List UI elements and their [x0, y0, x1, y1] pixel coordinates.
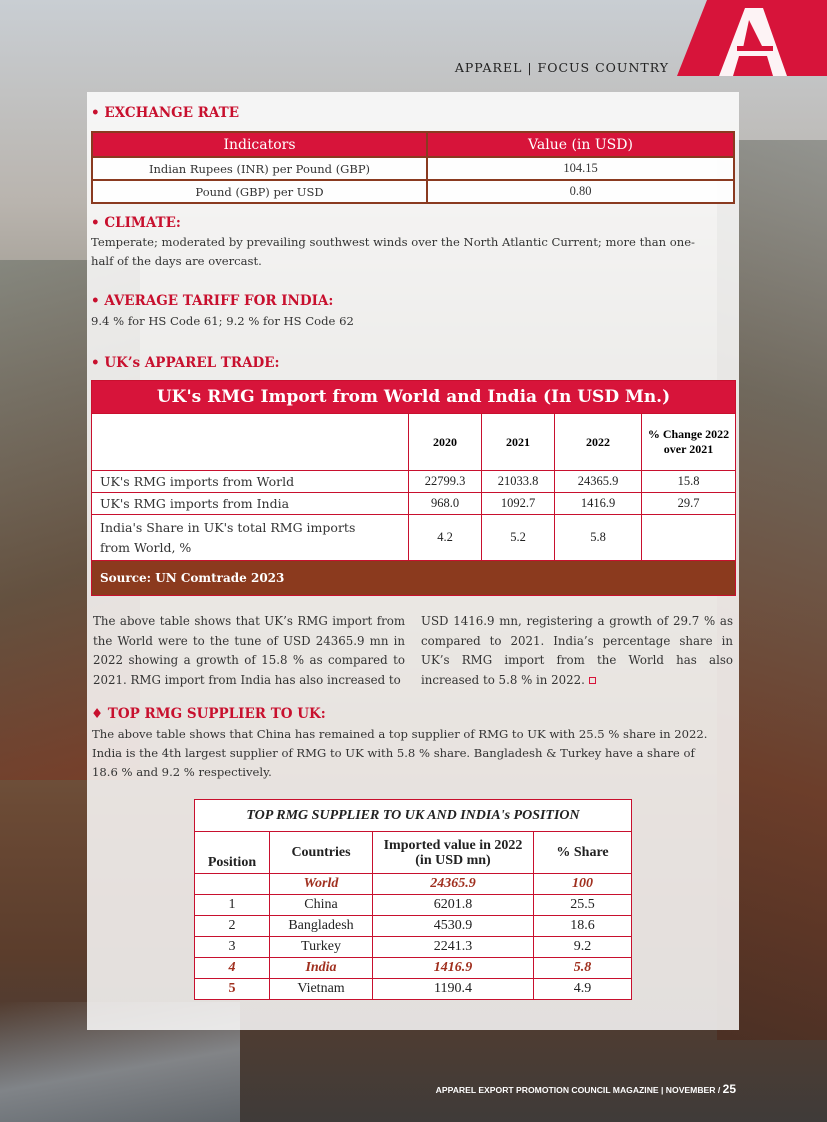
tariff-text: 9.4 % for HS Code 61; 9.2 % for HS Code 62: [91, 314, 354, 328]
exchange-rate-table: [91, 131, 735, 204]
supplier-col-position: Position: [195, 832, 270, 874]
analysis-col1: The above table shows that UK’s RMG import from the World were to the tune of USD 24365.9 mn in 2022 showing a growth of 15.8 % as compared to 2021. RMG import from India has also increased to: [93, 614, 405, 687]
exchange-value: 0.80: [427, 180, 734, 203]
rmg-cell: [642, 515, 736, 561]
supplier-value: 2241.3: [373, 937, 534, 958]
supplier-country: Bangladesh: [270, 916, 373, 937]
exchange-indicator: Indian Rupees (INR) per Pound (GBP): [92, 157, 427, 180]
supplier-share: 9.2: [534, 937, 632, 958]
rmg-cell: 29.7: [642, 493, 736, 515]
rmg-cell: 968.0: [409, 493, 482, 515]
table-row: [92, 515, 736, 561]
exchange-indicator: Pound (GBP) per USD: [92, 180, 427, 203]
rmg-col-2021: 2021: [482, 414, 555, 471]
supplier-position: 5: [195, 979, 270, 1000]
supplier-country: Vietnam: [270, 979, 373, 1000]
top-supplier-heading: ♦ TOP RMG SUPPLIER TO UK:: [91, 706, 326, 722]
supplier-share: 5.8: [534, 958, 632, 979]
table-row: [92, 180, 734, 203]
table-row: [195, 937, 632, 958]
table-row: [195, 958, 632, 979]
exchange-col-indicators: Indicators: [92, 132, 427, 157]
footer-text: APPAREL EXPORT PROMOTION COUNCIL MAGAZINE | NOVEMBER /: [435, 1085, 721, 1095]
rmg-cell: 15.8: [642, 471, 736, 493]
supplier-col-share: % Share: [534, 832, 632, 874]
exchange-rate-heading: • EXCHANGE RATE: [91, 105, 239, 121]
climate-heading: • CLIMATE:: [91, 215, 181, 231]
supplier-position: 1: [195, 895, 270, 916]
supplier-share: 25.5: [534, 895, 632, 916]
exchange-value: 104.15: [427, 157, 734, 180]
supplier-position: 2: [195, 916, 270, 937]
rmg-col-2020: 2020: [409, 414, 482, 471]
rmg-row-label: UK's RMG imports from World: [92, 471, 409, 493]
supplier-country: China: [270, 895, 373, 916]
tariff-heading: • AVERAGE TARIFF FOR INDIA:: [91, 293, 334, 309]
rmg-cell: 22799.3: [409, 471, 482, 493]
table-row: [92, 493, 736, 515]
rmg-row-label: UK's RMG imports from India: [92, 493, 409, 515]
rmg-cell: 24365.9: [555, 471, 642, 493]
table-row: [195, 979, 632, 1000]
climate-text: Temperate; moderated by prevailing southwest winds over the North Atlantic Current; more than one-half of the days are overcast.: [91, 235, 695, 268]
table-row: [92, 471, 736, 493]
supplier-value: 24365.9: [373, 874, 534, 895]
rmg-cell: 5.8: [555, 515, 642, 561]
table-row: [195, 874, 632, 895]
rmg-col-2022: 2022: [555, 414, 642, 471]
supplier-value: 6201.8: [373, 895, 534, 916]
supplier-position: [195, 874, 270, 895]
magazine-logo-icon: [677, 0, 827, 76]
supplier-country: India: [270, 958, 373, 979]
supplier-value: 1190.4: [373, 979, 534, 1000]
table-row: [195, 895, 632, 916]
supplier-country: World: [270, 874, 373, 895]
analysis-col2: [421, 612, 733, 690]
supplier-position: 4: [195, 958, 270, 979]
rmg-table-title: UK's RMG Import from World and India (In USD Mn.): [92, 381, 736, 414]
rmg-col-change: % Change 2022 over 2021: [642, 414, 736, 471]
rmg-row-label: India's Share in UK's total RMG imports from World, %: [92, 515, 409, 561]
analysis-columns: [93, 612, 734, 690]
rmg-cell: 5.2: [482, 515, 555, 561]
supplier-share: 18.6: [534, 916, 632, 937]
supplier-col-value: Imported value in 2022 (in USD mn): [373, 832, 534, 874]
supplier-share: 100: [534, 874, 632, 895]
supplier-value: 1416.9: [373, 958, 534, 979]
top-supplier-table: [194, 799, 632, 1000]
page-footer: [436, 1082, 736, 1096]
table-row: [195, 916, 632, 937]
rmg-cell: 1092.7: [482, 493, 555, 515]
rmg-cell: 21033.8: [482, 471, 555, 493]
supplier-value: 4530.9: [373, 916, 534, 937]
supplier-position: 3: [195, 937, 270, 958]
exchange-col-value: Value (in USD): [427, 132, 734, 157]
rmg-import-table: [91, 380, 736, 596]
rmg-cell: 1416.9: [555, 493, 642, 515]
supplier-country: Turkey: [270, 937, 373, 958]
supplier-col-countries: Countries: [270, 832, 373, 874]
end-mark-icon: [589, 677, 596, 684]
rmg-source: Source: UN Comtrade 2023: [92, 561, 736, 596]
section-header: APPAREL | FOCUS COUNTRY: [454, 60, 669, 75]
supplier-table-title: TOP RMG SUPPLIER TO UK AND INDIA's POSITION: [195, 800, 632, 832]
analysis-col2-text: USD 1416.9 mn, registering a growth of 29.7 % as compared to 2021. India’s percentage share in UK’s RMG import from the World has also increased to 5.8 % in 2022.: [421, 614, 733, 687]
rmg-cell: 4.2: [409, 515, 482, 561]
top-supplier-text: The above table shows that China has remained a top supplier of RMG to UK with 25.5 % share in 2022. India is the 4th largest supplier of RMG to UK with 5.8 % share. Bangladesh & Turkey have a share of 18.6 % and 9.2 % respectively.: [92, 727, 708, 779]
page-number: 25: [722, 1082, 736, 1096]
supplier-share: 4.9: [534, 979, 632, 1000]
apparel-trade-heading: • UK’s APPAREL TRADE:: [91, 355, 280, 371]
rmg-col-label-empty: [92, 414, 409, 471]
table-row: [92, 157, 734, 180]
